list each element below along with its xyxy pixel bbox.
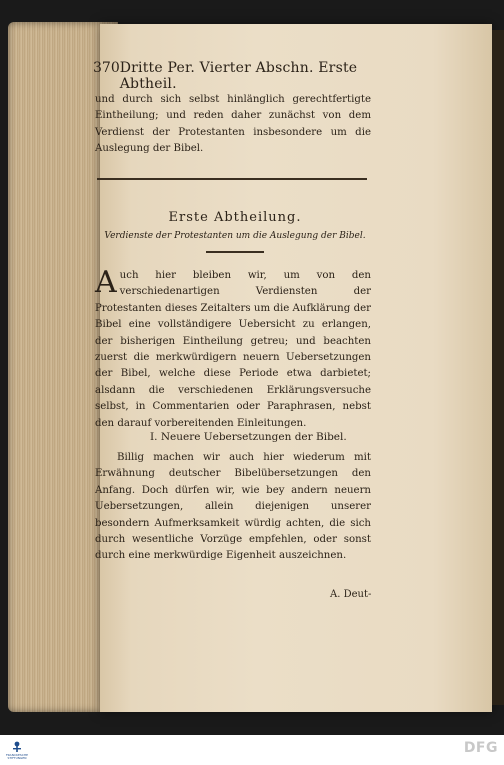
drop-cap: A <box>95 265 117 300</box>
viewer-footer-bar <box>0 735 504 765</box>
subsection-heading: I. Neuere Uebersetzungen der Bibel. <box>150 431 347 443</box>
section-subtitle: Verdienste der Protestanten um die Auslegung der Bibel. <box>104 231 366 241</box>
paragraph-3: Billig machen wir auch hier wiederum mit Erwähnung deutscher Bibelübersetzungen den Anfang. Doch dürfen wir, wie bey andern neuern Uebersetzungen, allein diejenigen unserer besondern Aufmerksamkeit würdig achten, die sich durch wesentliche Vorzüge empfehlen, oder sonst durch eine merkwürdige Eigenheit auszeichnen. <box>95 452 371 562</box>
running-title: Dritte Per. Vierter Abschn. Erste Abtheil. <box>119 60 358 92</box>
dfg-logo[interactable]: DFG <box>463 740 498 756</box>
francke-logo-icon <box>10 740 24 754</box>
paragraph-2 <box>95 265 371 432</box>
section-divider-rule <box>97 178 367 180</box>
catchword: A. Deut- <box>330 589 372 600</box>
francke-foundation-logo[interactable] <box>2 737 32 763</box>
page-number: 370 <box>93 60 120 76</box>
francke-logo-text: FRANCKESCHE STIFTUNGEN <box>5 752 29 760</box>
paragraph-1: und durch sich selbst hinlänglich gerechtfertigte Eintheilung; und reden daher zunächst von dem Verdienst der Protestanten insbesondere um die Auslegung der Bibel. <box>95 94 371 155</box>
paragraph-2-text: uch hier bleiben wir, um von den verschiedenartigen Verdiensten der Protestanten dieses Zeitalters um die Aufklärung der Bibel eine vollständigere Uebersicht zu erlangen, der bisherigen Eintheilung getreu; und beachten zuerst die merkwürdigern neuern Uebersetzungen der Bibel, welche diese Periode etwa darbietet; alsdann die verschiedenen Erklärungsversuche selbst, in Commentarien oder Paraphrasen, nebst den darauf vorbereitenden Einleitungen. <box>95 270 371 429</box>
short-divider-rule <box>206 251 264 253</box>
section-title: Erste Abtheilung. <box>168 210 302 225</box>
page-header <box>93 60 373 92</box>
book-binding-edge <box>492 30 504 705</box>
